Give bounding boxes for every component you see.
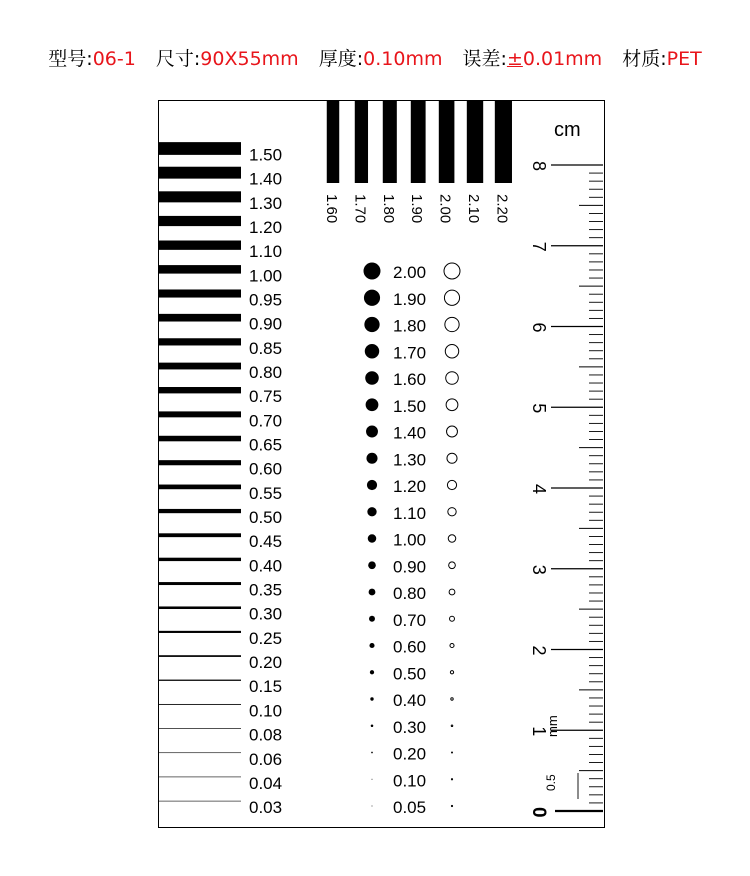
hollow-dot [448, 508, 456, 516]
dot-size-label: 1.60 [393, 370, 427, 389]
line-sample [159, 801, 241, 802]
line-width-label: 0.35 [249, 580, 283, 600]
cm-number: 0 [528, 807, 549, 818]
line-sample [159, 752, 241, 753]
line-width-label: 0.65 [249, 435, 283, 455]
line-sample [159, 533, 241, 537]
hollow-dot [450, 671, 453, 674]
filled-dot [372, 779, 373, 780]
bar-sample [439, 101, 455, 183]
line-width-label: 0.10 [249, 701, 283, 721]
line-width-label: 0.80 [249, 363, 283, 382]
cm-number: 5 [529, 403, 549, 414]
dot-size-label: 1.00 [393, 530, 427, 550]
hollow-dot [447, 453, 457, 463]
half-mm-label: 0.5 [544, 774, 558, 791]
line-sample [159, 509, 241, 513]
line-width-label: 1.30 [249, 193, 283, 213]
line-width-label: 0.03 [249, 798, 283, 818]
bar-width-label: 1.70 [351, 194, 369, 224]
line-width-label: 0.55 [249, 483, 283, 503]
line-sample [159, 631, 241, 633]
filled-dot [364, 317, 379, 332]
dot-size-label: 0.05 [393, 798, 427, 817]
line-width-label: 0.20 [249, 653, 283, 673]
bar-width-label: 1.60 [323, 194, 340, 224]
dot-size-label: 1.40 [393, 423, 427, 443]
hollow-dot [449, 589, 455, 595]
plus-minus-symbol: ± [506, 48, 523, 70]
gauge-card [158, 100, 605, 828]
filled-dot [365, 344, 379, 358]
hollow-dot [450, 616, 455, 621]
dot-size-label: 1.50 [393, 396, 427, 416]
bar-sample [383, 101, 397, 183]
line-sample [159, 485, 241, 490]
spec-model: 型号:06-1 [48, 48, 136, 70]
line-width-label: 0.40 [249, 556, 283, 576]
hollow-dot [444, 263, 460, 279]
line-width-label: 0.25 [249, 628, 283, 648]
spec-thickness: 厚度:0.10mm [318, 48, 443, 70]
line-width-label: 0.90 [249, 314, 283, 334]
gauge-drawing [159, 101, 606, 829]
filled-dot [365, 371, 379, 385]
bar-width-label: 1.90 [408, 194, 426, 224]
line-sample [159, 142, 241, 155]
dot-size-label: 0.50 [393, 664, 427, 684]
line-sample [159, 655, 241, 657]
dot-size-label: 0.40 [393, 691, 427, 710]
unit-label-mm: mm [545, 715, 560, 737]
hollow-dot [448, 535, 456, 543]
hollow-dot [446, 399, 458, 411]
bar-sample [467, 101, 483, 183]
cm-number: 6 [529, 322, 549, 333]
hollow-dot [447, 480, 456, 489]
spec-tolerance: 误差:±0.01mm [462, 48, 603, 70]
cm-number: 3 [529, 564, 549, 575]
dot-size-label: 1.80 [393, 316, 427, 336]
line-width-label: 0.08 [249, 725, 283, 745]
line-width-label: 0.60 [249, 459, 283, 479]
dot-size-label: 0.20 [393, 744, 427, 764]
line-width-label: 1.20 [249, 218, 283, 237]
hollow-dot [445, 317, 459, 331]
line-width-label: 0.45 [249, 532, 283, 552]
line-sample [159, 680, 241, 681]
line-width-label: 0.70 [249, 411, 283, 431]
line-sample [159, 363, 241, 370]
hollow-dot [445, 345, 458, 358]
filled-dot [367, 507, 376, 516]
filled-dot [368, 534, 377, 543]
line-width-label: 1.40 [249, 169, 283, 189]
bar-width-label: 2.00 [436, 194, 454, 224]
line-width-label: 0.04 [249, 773, 283, 793]
line-sample [159, 216, 241, 226]
dot-size-scale [364, 263, 461, 818]
line-width-label: 1.10 [249, 242, 283, 262]
line-sample [159, 558, 241, 561]
dot-size-label: 0.90 [393, 557, 427, 577]
dot-size-label: 1.20 [393, 477, 427, 496]
line-width-label: 0.30 [249, 604, 283, 624]
dot-size-label: 0.70 [393, 610, 427, 630]
bar-sample [411, 101, 426, 183]
vertical-bar-scale [323, 101, 512, 223]
hollow-dot [452, 752, 453, 753]
line-width-label: 0.50 [249, 508, 283, 528]
cm-number: 1 [529, 726, 549, 737]
line-sample [159, 606, 241, 609]
dot-size-label: 0.80 [393, 584, 427, 603]
line-width-scale [159, 142, 282, 817]
filled-dot [372, 806, 373, 807]
filled-dot [369, 589, 376, 596]
spec-header [0, 44, 750, 71]
bar-width-label: 1.80 [379, 194, 397, 224]
line-sample [159, 338, 241, 345]
line-width-label: 0.75 [249, 387, 283, 407]
cm-number: 4 [529, 484, 549, 495]
filled-dot [370, 697, 373, 700]
hollow-dot [449, 562, 456, 569]
hollow-dot [450, 643, 454, 647]
filled-dot [366, 398, 379, 411]
hollow-dot [451, 698, 453, 700]
line-width-label: 1.50 [249, 145, 283, 165]
filled-dot [371, 724, 374, 727]
cm-number: 7 [529, 241, 549, 252]
line-sample [159, 241, 241, 250]
line-width-label: 0.15 [249, 677, 283, 697]
spec-material: 材质:PET [622, 48, 702, 70]
hollow-dot [446, 372, 459, 385]
filled-dot [364, 290, 380, 306]
filled-dot [368, 561, 376, 569]
line-sample [159, 728, 241, 729]
bar-sample [327, 101, 339, 183]
filled-dot [371, 752, 373, 754]
line-sample [159, 704, 241, 705]
filled-dot [369, 643, 374, 648]
cm-number: 2 [529, 645, 549, 656]
dot-size-label: 1.90 [393, 289, 427, 309]
dot-size-label: 1.10 [393, 503, 427, 523]
line-width-label: 0.95 [249, 290, 283, 310]
line-width-label: 0.06 [249, 749, 283, 769]
dot-size-label: 0.10 [393, 771, 427, 791]
filled-dot [364, 263, 381, 280]
line-width-label: 0.85 [249, 338, 283, 358]
cm-ruler [528, 119, 603, 818]
filled-dot [370, 670, 374, 674]
dot-size-label: 1.70 [393, 343, 427, 363]
filled-dot [369, 616, 375, 622]
filled-dot [366, 453, 377, 464]
hollow-dot [452, 779, 453, 780]
line-sample [159, 460, 241, 465]
cm-number: 8 [529, 161, 549, 172]
filled-dot [367, 480, 377, 490]
bar-sample [495, 101, 512, 183]
dot-size-label: 1.30 [393, 450, 427, 470]
dot-size-label: 0.60 [393, 637, 427, 657]
line-sample [159, 387, 241, 393]
line-sample [159, 411, 241, 417]
hollow-dot [452, 806, 453, 807]
spec-size: 尺寸:90X55mm [155, 48, 299, 70]
line-sample [159, 777, 241, 778]
dot-size-label: 0.30 [393, 717, 427, 737]
bar-width-label: 2.20 [493, 194, 511, 224]
line-sample [159, 289, 241, 297]
filled-dot [366, 426, 378, 438]
hollow-dot [444, 290, 459, 305]
line-sample [159, 191, 241, 202]
line-sample [159, 436, 241, 442]
hollow-dot [451, 725, 453, 727]
line-sample [159, 265, 241, 274]
line-sample [159, 582, 241, 585]
hollow-dot [447, 426, 458, 437]
line-sample [159, 314, 241, 322]
bar-sample [355, 101, 368, 183]
bar-width-label: 2.10 [465, 194, 482, 224]
line-sample [159, 167, 241, 179]
dot-size-label: 2.00 [393, 263, 427, 282]
unit-label-cm: cm [554, 119, 581, 141]
line-width-label: 1.00 [249, 266, 283, 286]
